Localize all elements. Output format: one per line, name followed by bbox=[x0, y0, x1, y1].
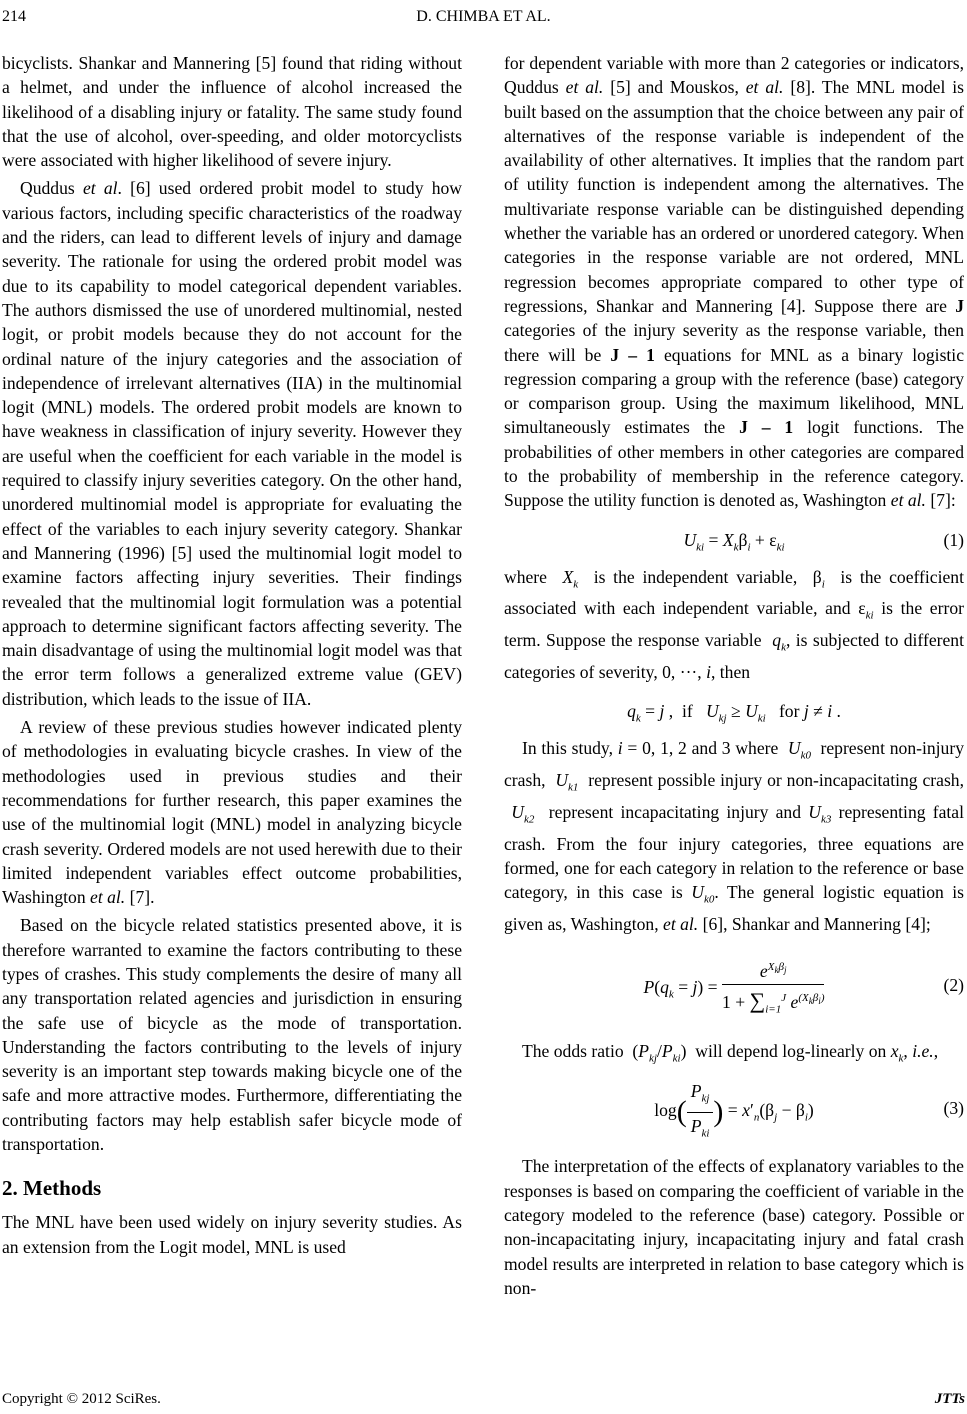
equation-2: $P(q_k = j)$ = $\frac{e^{X_k\beta_j}}{1 + \sum_{i=1}^J e^{(X_k\beta_i)}}$ (2) bbox=[504, 947, 964, 1027]
equation-3: log( $\frac{P_{kj}}{P_{ki}}$ ) = $x'_n(\beta_j - \beta_i)$ (3) bbox=[504, 1078, 964, 1140]
equation-number: (1) bbox=[943, 529, 964, 550]
paragraph: The MNL have been used widely on injury severity studies. As an extension from the Logit model, MNL is used bbox=[2, 1212, 462, 1257]
paragraph: In this study, i = 0, 1, 2 and 3 where $U_{k0}$ represent non-injury crash, $U_{k1}$ represent possible injury or non-incapacitating crash, $U_{k2}$ represent incapacitating injury and $U_{k3}$ representing fatal crash. From the four injury categories, three equations are formed, one for each category in relation to the reference or base category, in this case is $U_{k0}$. The general logistic equation is given as, Washington, et al. [6], Shankar and Mannering [4]; bbox=[504, 738, 965, 935]
paragraph: The interpretation of the effects of explanatory variables to the responses is based on comparing the coefficient of variable in the category modeled to the reference (base) category. Possible or non-incapacitating injury, incapacitating injury and fatal crash model results are interpreted in relation to base category which is non- bbox=[504, 1156, 964, 1298]
running-title: D. CHIMBA ET AL. bbox=[416, 8, 551, 25]
paragraph: Based on the bicycle related statistics presented above, it is therefore warranted to examine the factors contributing to these types of crashes. This study complements the desire of many all any transportation related agencies and jurisdiction in ensuring the safe use of bicycle as the mode of transportation. Understanding the factors contributing to the levels of injury severity is an important step towards making bicycle one of the safe and more attractive modes. Furthermore, differentiating the contributing factors may help establish safer bicycle mode of transportation. bbox=[2, 915, 462, 1155]
copyright-notice: Copyright © 2012 SciRes. bbox=[2, 1391, 161, 1407]
equation-number: (2) bbox=[943, 974, 964, 995]
section-heading: 2. Methods bbox=[2, 1176, 102, 1201]
page-number: 214 bbox=[2, 8, 26, 25]
paragraph: The odds ratio $(P_{kj}/P_{ki})$ will depend log-linearly on $x_k$, i.e., bbox=[522, 1040, 939, 1065]
right-column bbox=[504, 51, 964, 1300]
paragraph: for dependent variable with more than 2 categories or indicators, Quddus et al. [5] and Mouskos, et al. [8]. The MNL model is built based on the assumption that the choice between any pair of alternatives of the response variable is independent of the availability of other alternatives. It implies that the random part of utility function is independent among the alternatives. The multivariate response variable can be distinguished depending whether the variable has an ordered or unordered category. When categories in the response variable are not ordered, MNL regression becomes appropriate compared to other type of regressions, Shankar and Mannering [4]. Suppose there are J categories of the injury severity as the response variable, then there will be J – 1 equations for MNL as a binary logistic regression comparing a group with the reference (base) category or comparison group. Using the maximum likelihood, MNL simultaneously estimates the J – 1 logit functions. The probabilities of other members in other categories are compared to the probability of membership in the reference category. Suppose the utility function is denoted as, Washington et al. [7]: bbox=[504, 53, 965, 511]
paragraph: Quddus et al. [6] used ordered probit model to study how various factors, including specific characteristics of the roadway and the riders, can lead to different levels of injury and damage severity. The rationale for using the ordered probit model was due to its capability to model categorical dependent variables. The authors dismissed the use of unordered multinomial, nested logit, or probit models because they do not account for the ordinal nature of the injury categories and the association of independence of irrelevant alternatives (IIA) in the multinomial logit (MNL) models. The ordered probit models are known to have weakness in classification of injury severity. However they are useful when the coefficient for each variable in the model is required to classify injury severities category. On the other hand, unordered multinomial model is appropriate for evaluating the effect of the variables to each injury severity category. Shankar and Mannering (1996) [5] used the multinomial logit model to examine factors affecting injury severities. Their findings revealed that the multinomial logit formulation was a potential approach to determine significant factors affecting severity. The main disadvantage of using the multinomial logit model was that the error term follows a generalized extreme value (GEV) distribution, which leads to the issue of IIA. bbox=[2, 178, 463, 709]
equation-1: $U_{ki} = X_k\beta_i + \varepsilon_{ki}$ (1) bbox=[504, 527, 964, 553]
paragraph: A review of these previous studies however indicated plenty of methodologies in evaluating bicycle crashes. In view of the methodologies used in previous studies and their recommendations for further research, this paper examines the use of the multinomial logit (MNL) model in analyzing bicycle crash severity. Ordered models are not used herewith due to their limited independent variables effect outcome probabilities, Washington et al. [7]. bbox=[2, 717, 462, 908]
paragraph: where $X_k$ is the independent variable, $\beta_i$ is the coefficient associated with each independent variable, and $\varepsilon_{ki}$ is the error term. Suppose the response variable $q_k$, is subjected to different categories of severity, 0, ···, i, then bbox=[504, 566, 964, 683]
paragraph: bicyclists. Shankar and Mannering [5] found that riding without a helmet, and under the influence of alcohol increased the likelihood of a disabling injury or fatality. The same study found that the use of alcohol, over-speeding, and older motorcyclists were associated with higher likelihood of severe injury. bbox=[2, 53, 462, 171]
equation-condition: $q_k = j$ , if $U_{kj} \ge U_{ki}$ for j ≠ i . bbox=[627, 701, 841, 725]
left-column bbox=[2, 51, 462, 1259]
journal-abbrev: JTTs bbox=[934, 1391, 965, 1407]
equation-number: (3) bbox=[943, 1098, 964, 1119]
